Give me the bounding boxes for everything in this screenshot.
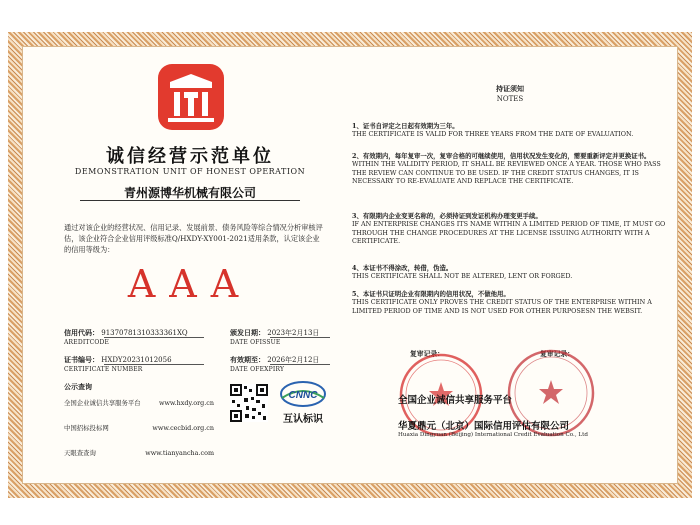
cert-number-label-en: CERTIFICATE NUMBER	[64, 366, 143, 373]
notes-header	[352, 84, 668, 104]
credit-code-value: 91370781310333361XQ	[101, 329, 188, 337]
query-item	[64, 423, 214, 438]
note-item	[352, 290, 668, 315]
cert-number-value: HXDY20231012056	[101, 356, 172, 364]
credit-code-label-en: AREDITCODE	[64, 339, 110, 346]
certificate-description: 通过对该企业的经营状况、信用记录、发展前景、债务风险等综合情况分析审核评估，该企业符合企业信用评级标准Q/HXDY-XY001-2021适用条款，认定该企业的信用等级为：	[64, 223, 323, 254]
note-en: WITHIN THE VALIDITY PERIOD, IT SHALL BE REVIEWED ONCE A YEAR. THOSE WHO PASS THE REVIEW CAN CONTINUE TO BE USED. IF THE CREDIT STATUS CHANGES, IT IS NECESSARY TO RE-EVALUATE AND REPLACE THE CERTIFICATE.	[352, 160, 661, 186]
query-item	[64, 398, 214, 413]
note-en: THIS CERTIFICATE ONLY PROVES THE CREDIT STATUS OF THE ENTERPRISE WITHIN A LIMITED PERIOD OF TIME AND IS NOT USED FOR OTHER PURPOSESN THE WEBSIT.	[352, 298, 652, 315]
issue-date-label: 颁发日期：	[230, 328, 265, 337]
note-cn: 2、有效期内，每年复审一次，复审合格的可继续使用，信用状况发生变化的，需要重新评定并更换证书。	[352, 152, 651, 160]
issuer-name-en: Huaxia Dingyuan (Beijing) International Credit Evaluation Co., Ltd	[398, 432, 588, 438]
query-item-url[interactable]: www.cecbid.org.cn	[152, 424, 214, 432]
company-underline	[80, 200, 300, 201]
cnnc-chinese-label: 互认标识	[283, 414, 323, 425]
cnnc-mark-icon	[272, 380, 334, 430]
note-cn: 1、证书自评定之日起有效期为三年。	[352, 122, 459, 130]
issue-date-value: 2023年2月13日	[267, 329, 320, 337]
review-record-2: 复审记录：	[540, 350, 574, 358]
credit-code-label: 信用代码：	[64, 328, 99, 337]
query-item-label: 中国招标投标网	[64, 424, 109, 432]
notes-title-en: NOTES	[496, 95, 524, 103]
issuer-name-cn: 华夏鼎元（北京）国际信用评估有限公司	[398, 421, 570, 432]
expiry-date-label-en: DATE OFEXPIRY	[230, 366, 285, 373]
note-cn: 3、有限期内企业变更名称的，必须持证到发证机构办理变更手续。	[352, 212, 542, 220]
note-item	[352, 152, 668, 186]
note-cn: 5、本证书只证明企业有限期内的信用状况，不做他用。	[352, 290, 510, 298]
qr-code-icon[interactable]	[230, 384, 268, 422]
expiry-date-value: 2026年2月12日	[267, 356, 320, 364]
expiry-date-label: 有效期至：	[230, 355, 265, 364]
query-item	[64, 448, 214, 463]
certificate-title: 诚信经营示范单位	[106, 146, 274, 167]
note-item	[352, 264, 668, 281]
query-item-url[interactable]: www.hxdy.org.cn	[158, 399, 214, 407]
query-item-label: 全国企业诚信共享服务平台	[64, 399, 141, 407]
note-item	[352, 122, 668, 139]
query-item-url[interactable]: www.tianyancha.com	[145, 449, 214, 457]
review-record-1: 复审记录：	[410, 350, 444, 358]
query-list	[64, 398, 214, 463]
note-en: THE CERTIFICATE IS VALID FOR THREE YEARS FROM THE DATE OF EVALUATION.	[352, 130, 634, 139]
note-item	[352, 212, 668, 246]
query-item-label: 天眼查查询	[64, 449, 96, 457]
cnnc-label: CNNC	[288, 390, 318, 401]
certificate-subtitle: DEMONSTRATION UNIT OF HONEST OPERATION	[74, 167, 306, 176]
cert-number-label: 证书编号：	[64, 355, 99, 364]
notes-title-cn: 持证须知	[496, 84, 524, 93]
honesty-logo-icon	[156, 62, 226, 132]
credit-rating: AAA	[127, 262, 253, 306]
query-title: 公示查询	[64, 382, 92, 391]
company-name: 青州源博华机械有限公司	[123, 186, 256, 200]
note-en: IF AN ENTERPRISE CHANGES ITS NAME WITHIN A LIMITED PERIOD OF TIME, IT MUST GO THROUGH THE CHANGE PROCEDURES AT THE LICENSE ISSUING AUTHORITY WITH A CERTIFICATE.	[352, 220, 666, 246]
certificate-left-panel	[40, 52, 340, 472]
platform-name: 全国企业诚信共享服务平台	[398, 395, 513, 406]
note-en: THIS CERTIFICATE SHALL NOT BE ALTERED, LENT OR FORGED.	[352, 272, 573, 281]
note-cn: 4、本证书不得涂改，转借，伪造。	[352, 264, 453, 272]
issue-date-label-en: DATE OFISSUE	[230, 339, 281, 346]
